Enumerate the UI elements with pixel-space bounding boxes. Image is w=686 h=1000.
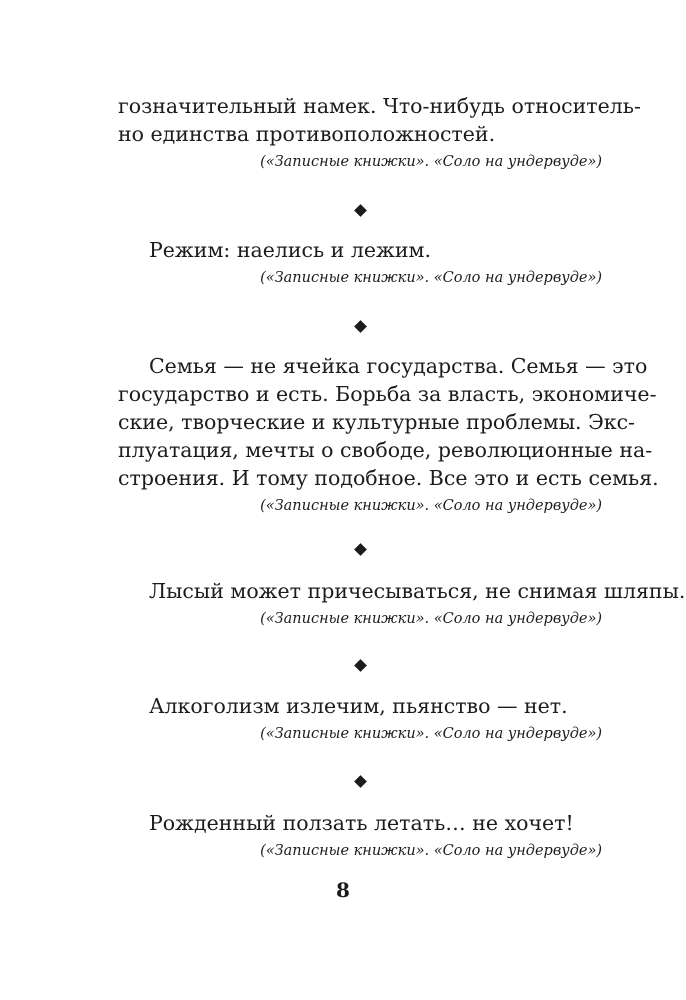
text-line: Рожденный ползать летать… не хочет! (149, 811, 574, 835)
text-line: плуатация, мечты о свободе, революционные на- (118, 438, 653, 462)
source-citation: («Записные книжки». «Соло на ундервуде») (260, 270, 602, 286)
diamond-separator-icon (354, 204, 367, 217)
diamond-separator-icon (354, 320, 367, 333)
text-line: строения. И тому подобное. Все это и есть семья. (118, 466, 659, 490)
text-line: Режим: наелись и лежим. (149, 238, 431, 262)
source-citation: («Записные книжки». «Соло на ундервуде») (260, 154, 602, 170)
aphorism-entry (118, 692, 602, 744)
aphorism-entry (118, 577, 686, 629)
text-line: ские, творческие и культурные проблемы. Экс- (118, 410, 635, 434)
diamond-separator-icon (354, 775, 367, 788)
diamond-separator-icon (354, 659, 367, 672)
aphorism-entry (118, 92, 641, 172)
source-citation: («Записные книжки». «Соло на ундервуде») (260, 726, 602, 742)
text-line: государство и есть. Борьба за власть, экономиче- (118, 382, 657, 406)
text-line: гозначительный намек. Что-нибудь относитель- (118, 94, 641, 118)
source-citation: («Записные книжки». «Соло на ундервуде») (260, 611, 602, 627)
aphorism-entry (118, 352, 659, 516)
text-line: Алкоголизм излечим, пьянство — нет. (149, 694, 568, 718)
text-line: Семья — не ячейка государства. Семья — это (149, 354, 648, 378)
aphorism-entry (118, 236, 602, 288)
text-line: но единства противоположностей. (118, 122, 496, 146)
source-citation: («Записные книжки». «Соло на ундервуде») (260, 843, 602, 859)
text-line: Лысый может причесываться, не снимая шляпы. (149, 579, 686, 603)
page-number: 8 (336, 878, 350, 902)
source-citation: («Записные книжки». «Соло на ундервуде») (260, 498, 602, 514)
diamond-separator-icon (354, 543, 367, 556)
aphorism-entry (118, 809, 602, 861)
